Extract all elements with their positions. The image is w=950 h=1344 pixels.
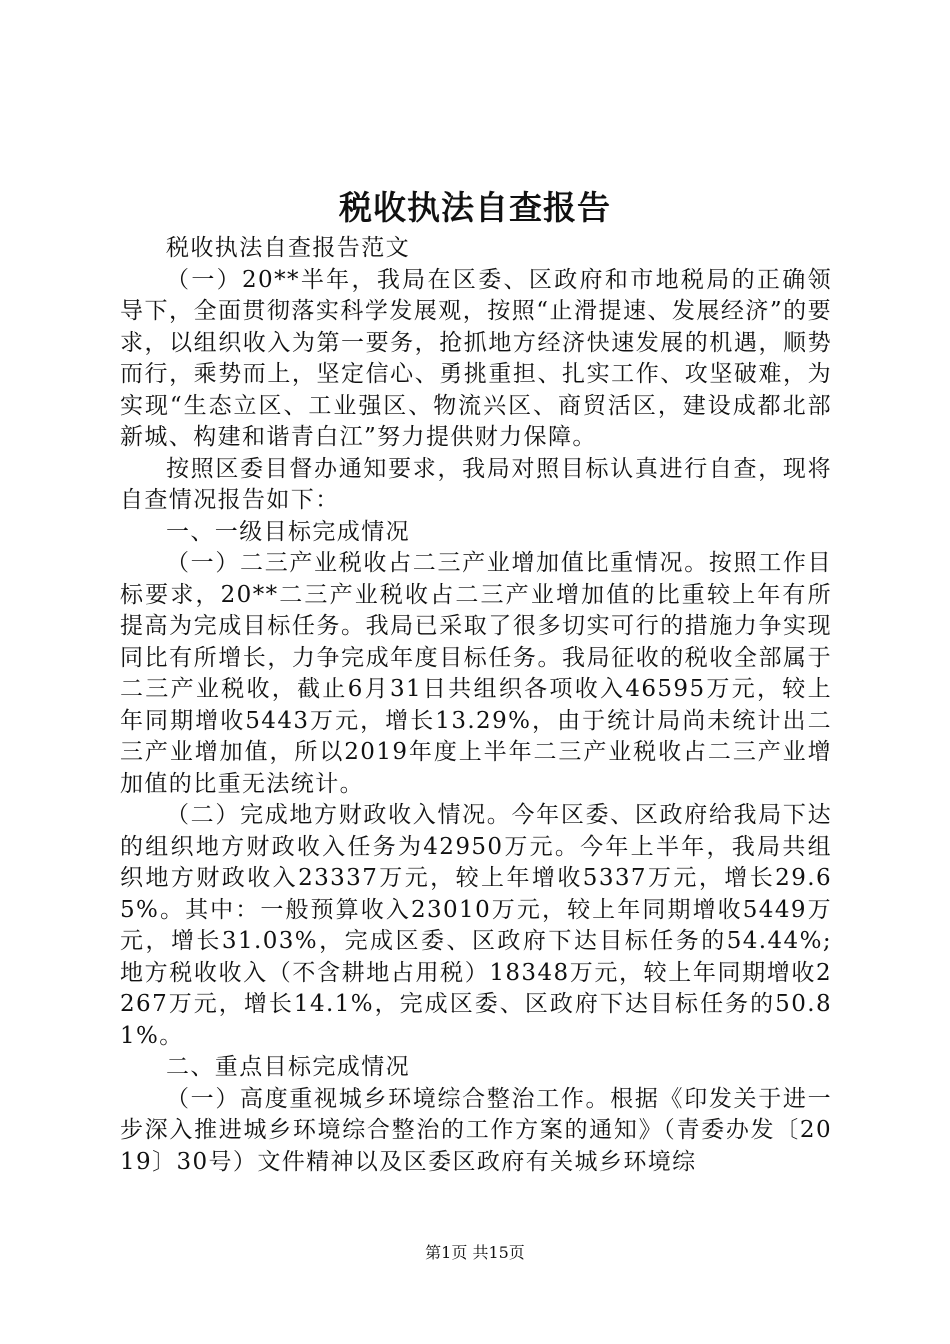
subtitle-paragraph: 税收执法自查报告范文 bbox=[166, 235, 410, 261]
body-paragraph: （一）二三产业税收占二三产业增加值比重情况。按照工作目标要求，20**二三产业税收占二三产业增加值的比重较上年有所提高为完成目标任务。我局已采取了很多切实可行的措施力争实现同比有所增长，力争完成年度目标任务。我局征收的税收全部属于二三产业税收，截止6月31日共组织各项收入46595万元，较上年同期增收5443万元，增长13.29%，由于统计局尚未统计出二三产业增加值，所以2019年度上半年二三产业税收占二三产业增加值的比重无法统计。 bbox=[120, 550, 832, 797]
page-footer: 第1页 共15页 bbox=[425, 1243, 525, 1262]
body-paragraph: （二）完成地方财政收入情况。今年区委、区政府给我局下达的组织地方财政收入任务为42950万元。今年上半年，我局共组织地方财政收入23337万元，较上年增收5337万元，增长29.65%。其中：一般预算收入23010万元，较上年同期增收5449万元，增长31.03%，完成区委、区政府下达目标任务的54.44%;地方税收收入（不含耕地占用税）18348万元，较上年同期增收2267万元，增长14.1%，完成区委、区政府下达目标任务的50.81%。 bbox=[120, 802, 832, 1049]
document-title: 税收执法自查报告 bbox=[339, 188, 611, 227]
body-paragraph: （一）20**半年，我局在区委、区政府和市地税局的正确领导下，全面贯彻落实科学发展观，按照“止滑提速、发展经济”的要求，以组织收入为第一要务，抢抓地方经济快速发展的机遇，顺势而行，乘势而上，坚定信心、勇挑重担、扎实工作、攻坚破难，为实现“生态立区、工业强区、物流兴区、商贸活区，建设成都北部新城、构建和谐青白江”努力提供财力保障。 bbox=[120, 266, 832, 450]
section-heading: 二、重点目标完成情况 bbox=[166, 1054, 410, 1080]
body-paragraph: （一）高度重视城乡环境综合整治工作。根据《印发关于进一步深入推进城乡环境综合整治的工作方案的通知》（青委办发〔2019〕30号）文件精神以及区委区政府有关城乡环境综 bbox=[120, 1085, 832, 1175]
body-paragraph: 按照区委目督办通知要求，我局对照目标认真进行自查，现将自查情况报告如下： bbox=[120, 455, 832, 513]
section-heading: 一、一级目标完成情况 bbox=[166, 518, 410, 545]
document-body bbox=[120, 233, 832, 1178]
